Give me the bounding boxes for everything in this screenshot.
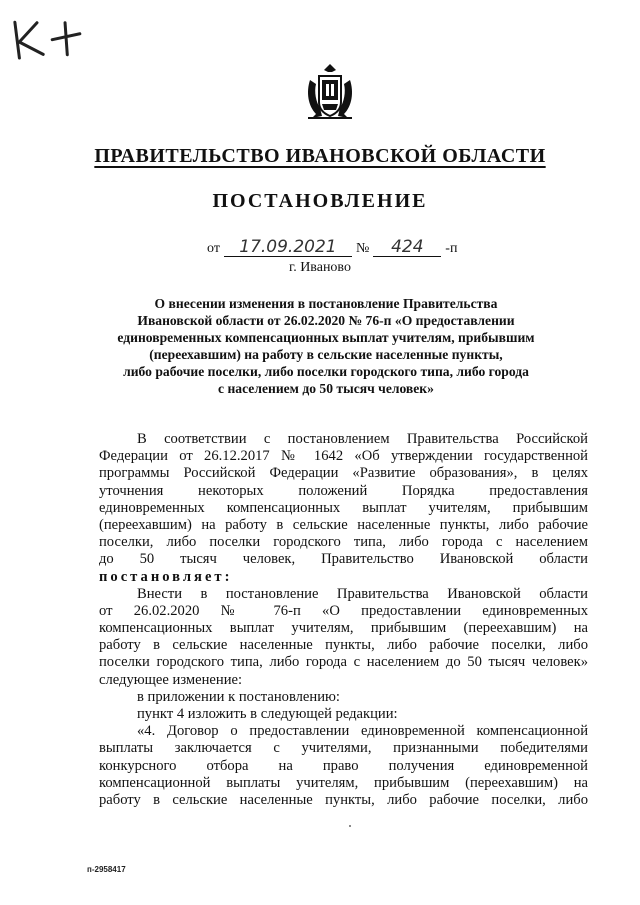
- body-line: работу в сельские населенные пункты, либо рабочие поселки, либо: [99, 791, 588, 808]
- body-line: поселки, либо поселки городского типа, либо города с населением: [99, 534, 588, 551]
- body-line: в приложении к постановлению:: [137, 688, 340, 705]
- body-line: уточнения некоторых положений Порядка предоставления: [99, 482, 588, 499]
- body-line: работу в сельские населенные пункты, либо рабочие поселки, либо: [99, 637, 588, 654]
- body-line: поселки городского типа, либо города с населением до 50 тысяч человек»: [99, 654, 588, 671]
- body-line: (переехавшим) на работу в сельские населенные пункты, либо рабочие: [99, 516, 588, 533]
- body-line: компенсационной выплаты учителям, прибывшим (переехавшим) на: [99, 774, 588, 791]
- document-number: 424: [373, 238, 441, 257]
- subject-line: либо рабочие поселки, либо поселки городского типа, либо города: [123, 364, 529, 379]
- body-line: следующее изменение:: [99, 671, 243, 688]
- handwritten-note: [6, 9, 89, 64]
- body-line: до 50 тысяч человек, Правительство Ивановской области: [99, 551, 588, 568]
- scan-speck: [349, 825, 351, 827]
- resolves-word: постановляет:: [99, 568, 233, 585]
- body-line: единовременных компенсационных выплат учителям, прибывшим: [99, 499, 588, 516]
- subject-line: (переехавшим) на работу в сельские населенные пункты,: [149, 347, 503, 362]
- document-date: 17.09.2021: [224, 238, 352, 257]
- city: г. Иваново: [289, 260, 351, 275]
- body-line: пункт 4 изложить в следующей редакции:: [137, 706, 398, 722]
- body-line: выплаты заключается с учителями, признанными победителями: [99, 740, 588, 757]
- document-subject: [110, 295, 542, 397]
- subject-line: Ивановской области от 26.02.2020 № 76-п «О предоставлении: [137, 313, 515, 328]
- subject-line: с населением до 50 тысяч человек»: [218, 381, 434, 396]
- handwritten-k-plus-icon: [6, 9, 89, 64]
- body-line: Внести в постановление Правительства Ивановской области: [137, 585, 588, 602]
- coat-of-arms-icon: [302, 62, 358, 122]
- body-line: программы Российской Федерации «Развитие образования», в целях: [99, 465, 588, 482]
- document-body: [99, 431, 588, 809]
- date-number-line: [207, 238, 457, 257]
- date-prefix: от: [207, 241, 220, 256]
- body-line: конкурсного отбора на право получения единовременной: [99, 757, 588, 774]
- subject-line: единовременных компенсационных выплат учителям, прибывшим: [117, 330, 535, 345]
- body-line: компенсационных выплат учителям, прибывшим (переехавшим) на: [99, 620, 588, 637]
- document-type: ПОСТАНОВЛЕНИЕ: [212, 190, 428, 212]
- body-line: В соответствии с постановлением Правительства Российской: [137, 431, 588, 447]
- body-line: от 26.02.2020 № 76-п «О предоставлении единовременных: [99, 602, 588, 619]
- subject-line: О внесении изменения в постановление Правительства: [154, 296, 498, 311]
- number-suffix: -п: [445, 241, 458, 256]
- barcode-number: п-2958417: [87, 865, 126, 874]
- body-line: «4. Договор о предоставлении единовременной компенсационной: [137, 723, 588, 740]
- government-name: ПРАВИТЕЛЬСТВО ИВАНОВСКОЙ ОБЛАСТИ: [94, 145, 546, 167]
- body-line: Федерации от 26.12.2017 № 1642 «Об утверждении государственной: [99, 448, 588, 465]
- number-prefix: №: [355, 241, 370, 256]
